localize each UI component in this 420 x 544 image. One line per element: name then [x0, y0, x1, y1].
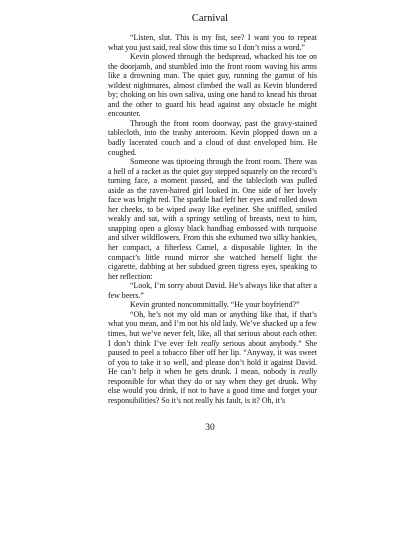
text-run: Kevin grunted noncommittally. “He your boyfriend?” — [130, 300, 300, 310]
text-run: Through the front room doorway, past the gravy-stained tablecloth, into the trashy anteroom. Kevin plopped down on a badly lacerated couch and a cloud of dust enveloped him. He coughed. — [108, 118, 317, 157]
text-run: “Oh, he’s not my old man or anything like that, if that’s what you mean, and I’m not his old lady. We’ve shacked up a few times, but we’ve never felt, like, all that serious about each other. I don’t think I’ve ever felt — [108, 309, 317, 348]
paragraph — [108, 119, 317, 157]
italic-emphasis: really — [298, 367, 317, 377]
text-run: Someone was tiptoeing through the front room. There was a hell of a racket as the quiet guy stepped squarely on the record’s turning face, a moment passed, and the tablecloth was pulled aside as the raven-haired girl looked in. One side of her lovely face was bright red. The sparkle had left her eyes and rolled down her cheeks, to be wiped away like eyeliner. She sniffled, smiled weakly and sat, with a springy settling of breasts, next to him, snapping open a glossy black handbag embossed with turquoise and silver wildflowers. From this she exhumed two silky hankies, her compact, a filterless Camel, a disposable lighter. In the compact’s little round mirror she watched herself light the cigarette, dabbing at her subdued green tigress eyes, speaking to her reflection: — [108, 157, 317, 281]
text-run: responsible for what they do or say when they get drunk. Why else would you drink, if not to have a good time and forget your responsibilities? So it’s not really his fault, is it? Oh, it’s — [108, 376, 317, 405]
paragraph — [108, 157, 317, 281]
paragraph — [108, 300, 317, 310]
running-head: Carnival — [191, 13, 229, 24]
paragraph — [108, 281, 317, 300]
paragraph — [108, 310, 317, 405]
italic-emphasis: really — [201, 338, 220, 348]
paragraph — [108, 33, 317, 52]
text-run: serious about anybody.” She paused to peel a tobacco fiber off her lip. “Anyway, it was sweet of you to take it so well, and please don’t hold it against David. He can’t help it when he gets drunk. I mean, nobody is — [108, 338, 318, 377]
body-text — [108, 33, 317, 405]
text-run: “Listen, slut. This is my fist, see? I want you to repeat what you just said, real slow this time so I don’t miss a word.” — [108, 33, 317, 52]
paragraph — [108, 52, 317, 119]
page-number: 30 — [205, 423, 215, 433]
text-run: “Look, I’m sorry about David. He’s always like that after a few beers.” — [108, 281, 317, 300]
text-run: Kevin plowed through the bedspread, whacked his toe on the doorjamb, and stumbled into the front room waving his arms like a drowning man. The quiet guy, running the gamut of his wildest nightmares, almost climbed the wall as Kevin blundered by; choking on his own saliva, using one hand to knead his throat and the other to guard his head against any obstacle he might encounter. — [108, 52, 317, 119]
